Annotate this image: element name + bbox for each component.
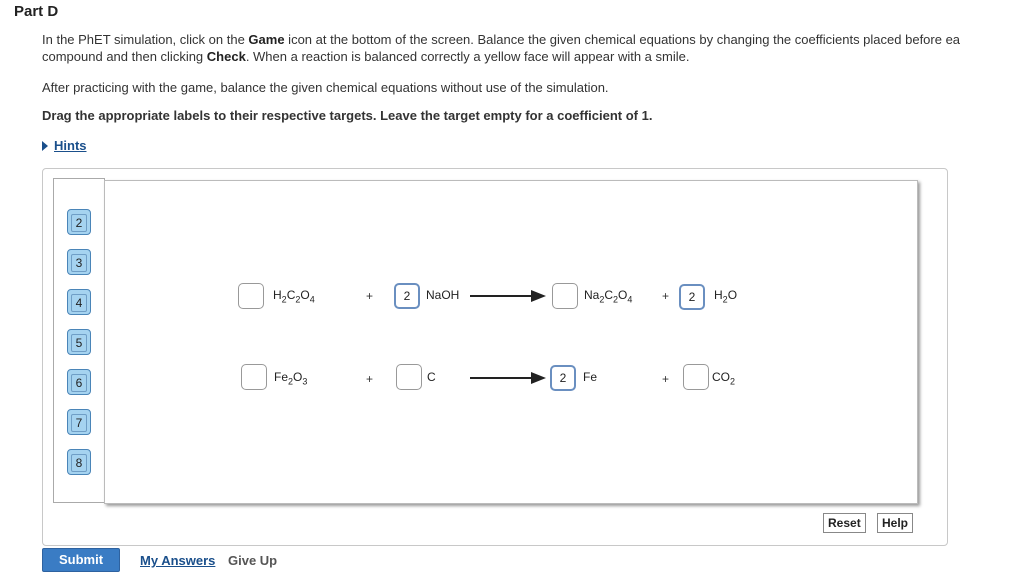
formula-c: C <box>427 370 436 384</box>
target-eq2-reactant1[interactable] <box>241 364 267 390</box>
hints-link[interactable]: Hints <box>54 138 87 153</box>
label-chip-3[interactable] <box>67 249 91 275</box>
label-chip-7[interactable] <box>67 409 91 435</box>
label-chip-2[interactable] <box>67 209 91 235</box>
instruction-game-word: Game <box>248 32 285 47</box>
reaction-arrow-icon <box>470 377 532 379</box>
target-eq1-reactant1[interactable] <box>238 283 264 309</box>
chip-text: 2 <box>71 214 87 232</box>
formula-naoh: NaOH <box>426 288 460 302</box>
submit-button[interactable]: Submit <box>42 548 120 572</box>
give-up-link[interactable]: Give Up <box>228 553 278 568</box>
instruction-text: In the PhET simulation, click on the <box>42 32 249 47</box>
instruction-check-word: Check <box>206 49 246 64</box>
formula-fe: Fe <box>583 370 598 384</box>
chip-text: 6 <box>71 374 87 392</box>
target-eq2-reactant2[interactable] <box>396 364 422 390</box>
triangle-right-icon <box>42 141 48 151</box>
formula-co2: $CO_2$ <box>712 370 736 387</box>
formula-na2c2o4: $Na_2C_2O_4$ <box>584 288 633 305</box>
target-eq2-product2[interactable] <box>683 364 709 390</box>
chip-text: 7 <box>71 414 87 432</box>
instruction-drag: Drag the appropriate labels to their respective targets. Leave the target empty for a coefficient of 1. <box>42 108 653 123</box>
plus-sign: + <box>366 372 374 386</box>
reaction-arrow-icon <box>470 295 532 297</box>
formula-fe2o3: $Fe_2O_3$ <box>274 370 308 387</box>
label-chip-4[interactable] <box>67 289 91 315</box>
instruction-text: . When a reaction is balanced correctly a yellow face will appear with a smile. <box>245 49 690 64</box>
instruction-paragraph-2: After practicing with the game, balance the given chemical equations without use of the simulation. <box>42 80 609 95</box>
formula-h2o: $H_2O$ <box>714 288 738 305</box>
label-chip-6[interactable] <box>67 369 91 395</box>
label-chip-8[interactable] <box>67 449 91 475</box>
target-eq1-reactant2[interactable]: 2 <box>394 283 420 309</box>
target-eq2-product1[interactable]: 2 <box>550 365 576 391</box>
help-button[interactable]: Help <box>877 513 913 533</box>
target-eq1-product1[interactable] <box>552 283 578 309</box>
target-eq1-product2[interactable]: 2 <box>679 284 705 310</box>
chip-text: 4 <box>71 294 87 312</box>
plus-sign: + <box>662 372 670 386</box>
chip-text: 3 <box>71 254 87 272</box>
instruction-text: compound and then clicking <box>42 49 207 64</box>
instruction-text: icon at the bottom of the screen. Balance the given chemical equations by changing the coefficients placed before ea <box>284 32 961 47</box>
formula-h2c2o4: $H_2C_2O_4$ <box>273 288 315 305</box>
reset-button[interactable]: Reset <box>823 513 866 533</box>
my-answers-link[interactable]: My Answers <box>140 553 216 568</box>
hints-toggle[interactable] <box>42 138 87 153</box>
instruction-line-2 <box>42 49 689 64</box>
instruction-line-1 <box>42 32 960 47</box>
chip-text: 5 <box>71 334 87 352</box>
part-title: Part D <box>14 3 59 20</box>
chip-text: 8 <box>71 454 87 472</box>
plus-sign: + <box>366 289 374 303</box>
equation-canvas <box>104 180 918 504</box>
plus-sign: + <box>662 289 670 303</box>
label-chip-5[interactable] <box>67 329 91 355</box>
